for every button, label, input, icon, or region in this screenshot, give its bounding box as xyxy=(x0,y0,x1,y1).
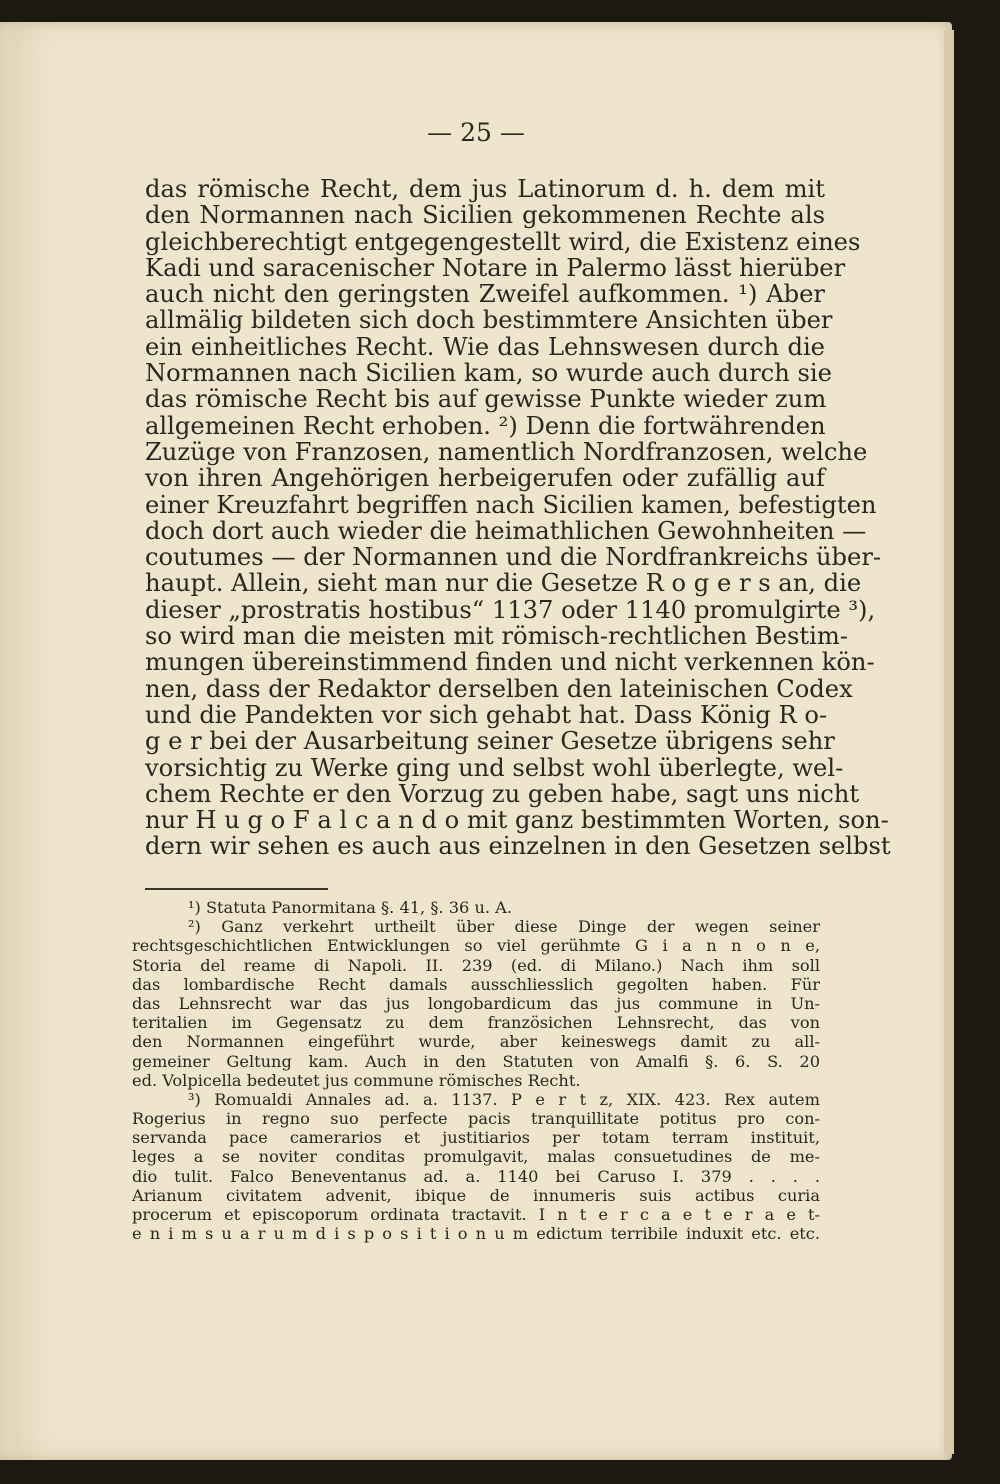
main-text xyxy=(145,175,891,861)
text-line: nen, dass der Redaktor derselben den lateinischen Codex xyxy=(145,674,853,703)
text-line: mungen übereinstimmend finden und nicht verkennen kön- xyxy=(145,648,875,677)
text-line: das römische Recht, dem jus Latinorum d. h. dem mit xyxy=(145,175,825,203)
text-line: vorsichtig zu Werke ging und selbst wohl überlegte, wel- xyxy=(145,753,844,782)
text-line: dern wir sehen es auch aus einzelnen in den Gesetzen selbst xyxy=(145,832,891,861)
text-line: allgemeinen Recht erhoben. ²) Denn die fortwährenden xyxy=(145,411,826,440)
footnote-line: ¹) Statuta Panormitana §. 41, §. 36 u. A. xyxy=(188,898,513,917)
footnote-line: das Lehnsrecht war das jus longobardicum das jus commune in Un- xyxy=(132,993,820,1013)
footnote-line: servanda pace camerarios et justitiarios per totam terram instituit, xyxy=(132,1128,820,1148)
footnote-line: ³) Romualdi Annales ad. a. 1137. P e r t z, XIX. 423. Rex autem xyxy=(188,1089,820,1109)
text-line: haupt. Allein, sieht man nur die Gesetze R o g e r s an, die xyxy=(145,569,862,598)
text-line: chem Rechte er den Vorzug zu geben habe, sagt uns nicht xyxy=(145,779,860,808)
footnote-line: gemeiner Geltung kam. Auch in den Statuten von Amalfi §. 6. S. 20 xyxy=(132,1051,820,1071)
footnote-line: ²) Ganz verkehrt urtheilt über diese Dinge der wegen seiner xyxy=(188,917,820,937)
text-line: auch nicht den geringsten Zweifel aufkommen. ¹) Aber xyxy=(145,280,825,309)
text-line: einer Kreuzfahrt begriffen nach Sicilien kamen, befestigten xyxy=(145,490,877,519)
footnote-line: ed. Volpicella bedeutet jus commune römisches Recht. xyxy=(132,1070,581,1090)
footnote-line: rechtsgeschichtlichen Entwicklungen so viel gerühmte G i a n n o n e, xyxy=(132,936,820,956)
text-line: nur H u g o F a l c a n d o mit ganz bestimmten Worten, son- xyxy=(145,806,889,835)
footnote-line: Storia del reame di Napoli. II. 239 (ed. di Milano.) Nach ihm soll xyxy=(132,955,820,975)
text-line: ein einheitliches Recht. Wie das Lehnswesen durch die xyxy=(145,332,825,361)
text-line: Normannen nach Sicilien kam, so wurde auch durch sie xyxy=(145,359,832,388)
footnote-line: e n i m s u a r u m d i s p o s i t i o n u m edictum terribile induxit etc. etc. xyxy=(132,1224,820,1244)
footnote-separator xyxy=(145,888,328,890)
text-line: gleichberechtigt entgegengestellt wird, die Existenz eines xyxy=(145,227,861,256)
text-line: g e r bei der Ausarbeitung seiner Gesetze übrigens sehr xyxy=(145,727,835,756)
text-line: und die Pandekten vor sich gehabt hat. Dass König R o- xyxy=(145,700,828,729)
footnote-line: Rogerius in regno suo perfecte pacis tranquillitate potitus pro con- xyxy=(132,1109,820,1129)
footnote-line: Arianum civitatem advenit, ibique de innumeris suis actibus curia xyxy=(132,1185,820,1205)
footnote-line: procerum et episcoporum ordinata tractavit. I n t e r c a e t e r a e t- xyxy=(132,1205,820,1224)
footnotes xyxy=(132,898,820,1243)
text-line: doch dort auch wieder die heimathlichen Gewohnheiten — xyxy=(145,516,867,545)
footnote-line: den Normannen eingeführt wurde, aber keineswegs damit zu all- xyxy=(132,1032,820,1052)
text-line: Zuzüge von Franzosen, namentlich Nordfranzosen, welche xyxy=(145,437,868,466)
text-line: so wird man die meisten mit römisch-rechtlichen Bestim- xyxy=(145,622,848,651)
text-line: Kadi und saracenischer Notare in Palermo lässt hierüber xyxy=(145,253,846,282)
page-number: — 25 — xyxy=(427,118,525,147)
text-line: von ihren Angehörigen herbeigerufen oder zufällig auf xyxy=(145,464,825,493)
text-line: allmälig bildeten sich doch bestimmtere Ansichten über xyxy=(145,306,833,335)
footnote-line: das lombardische Recht damals ausschliesslich gegolten haben. Für xyxy=(132,974,820,994)
page-edge xyxy=(944,30,954,1454)
footnote-line: teritalien im Gegensatz zu dem französichen Lehnsrecht, das von xyxy=(132,1013,820,1033)
footnote-line: leges a se noviter conditas promulgavit, malas consuetudines de me- xyxy=(132,1147,820,1167)
text-line: dieser „prostratis hostibus“ 1137 oder 1140 promulgirte ³), xyxy=(145,595,876,624)
text-line: das römische Recht bis auf gewisse Punkte wieder zum xyxy=(145,385,827,414)
text-line: den Normannen nach Sicilien gekommenen Rechte als xyxy=(145,201,825,230)
text-line: coutumes — der Normannen und die Nordfrankreichs über- xyxy=(145,543,882,572)
footnote-line: dio tulit. Falco Beneventanus ad. a. 1140 bei Caruso I. 379 . . . . xyxy=(132,1166,820,1186)
